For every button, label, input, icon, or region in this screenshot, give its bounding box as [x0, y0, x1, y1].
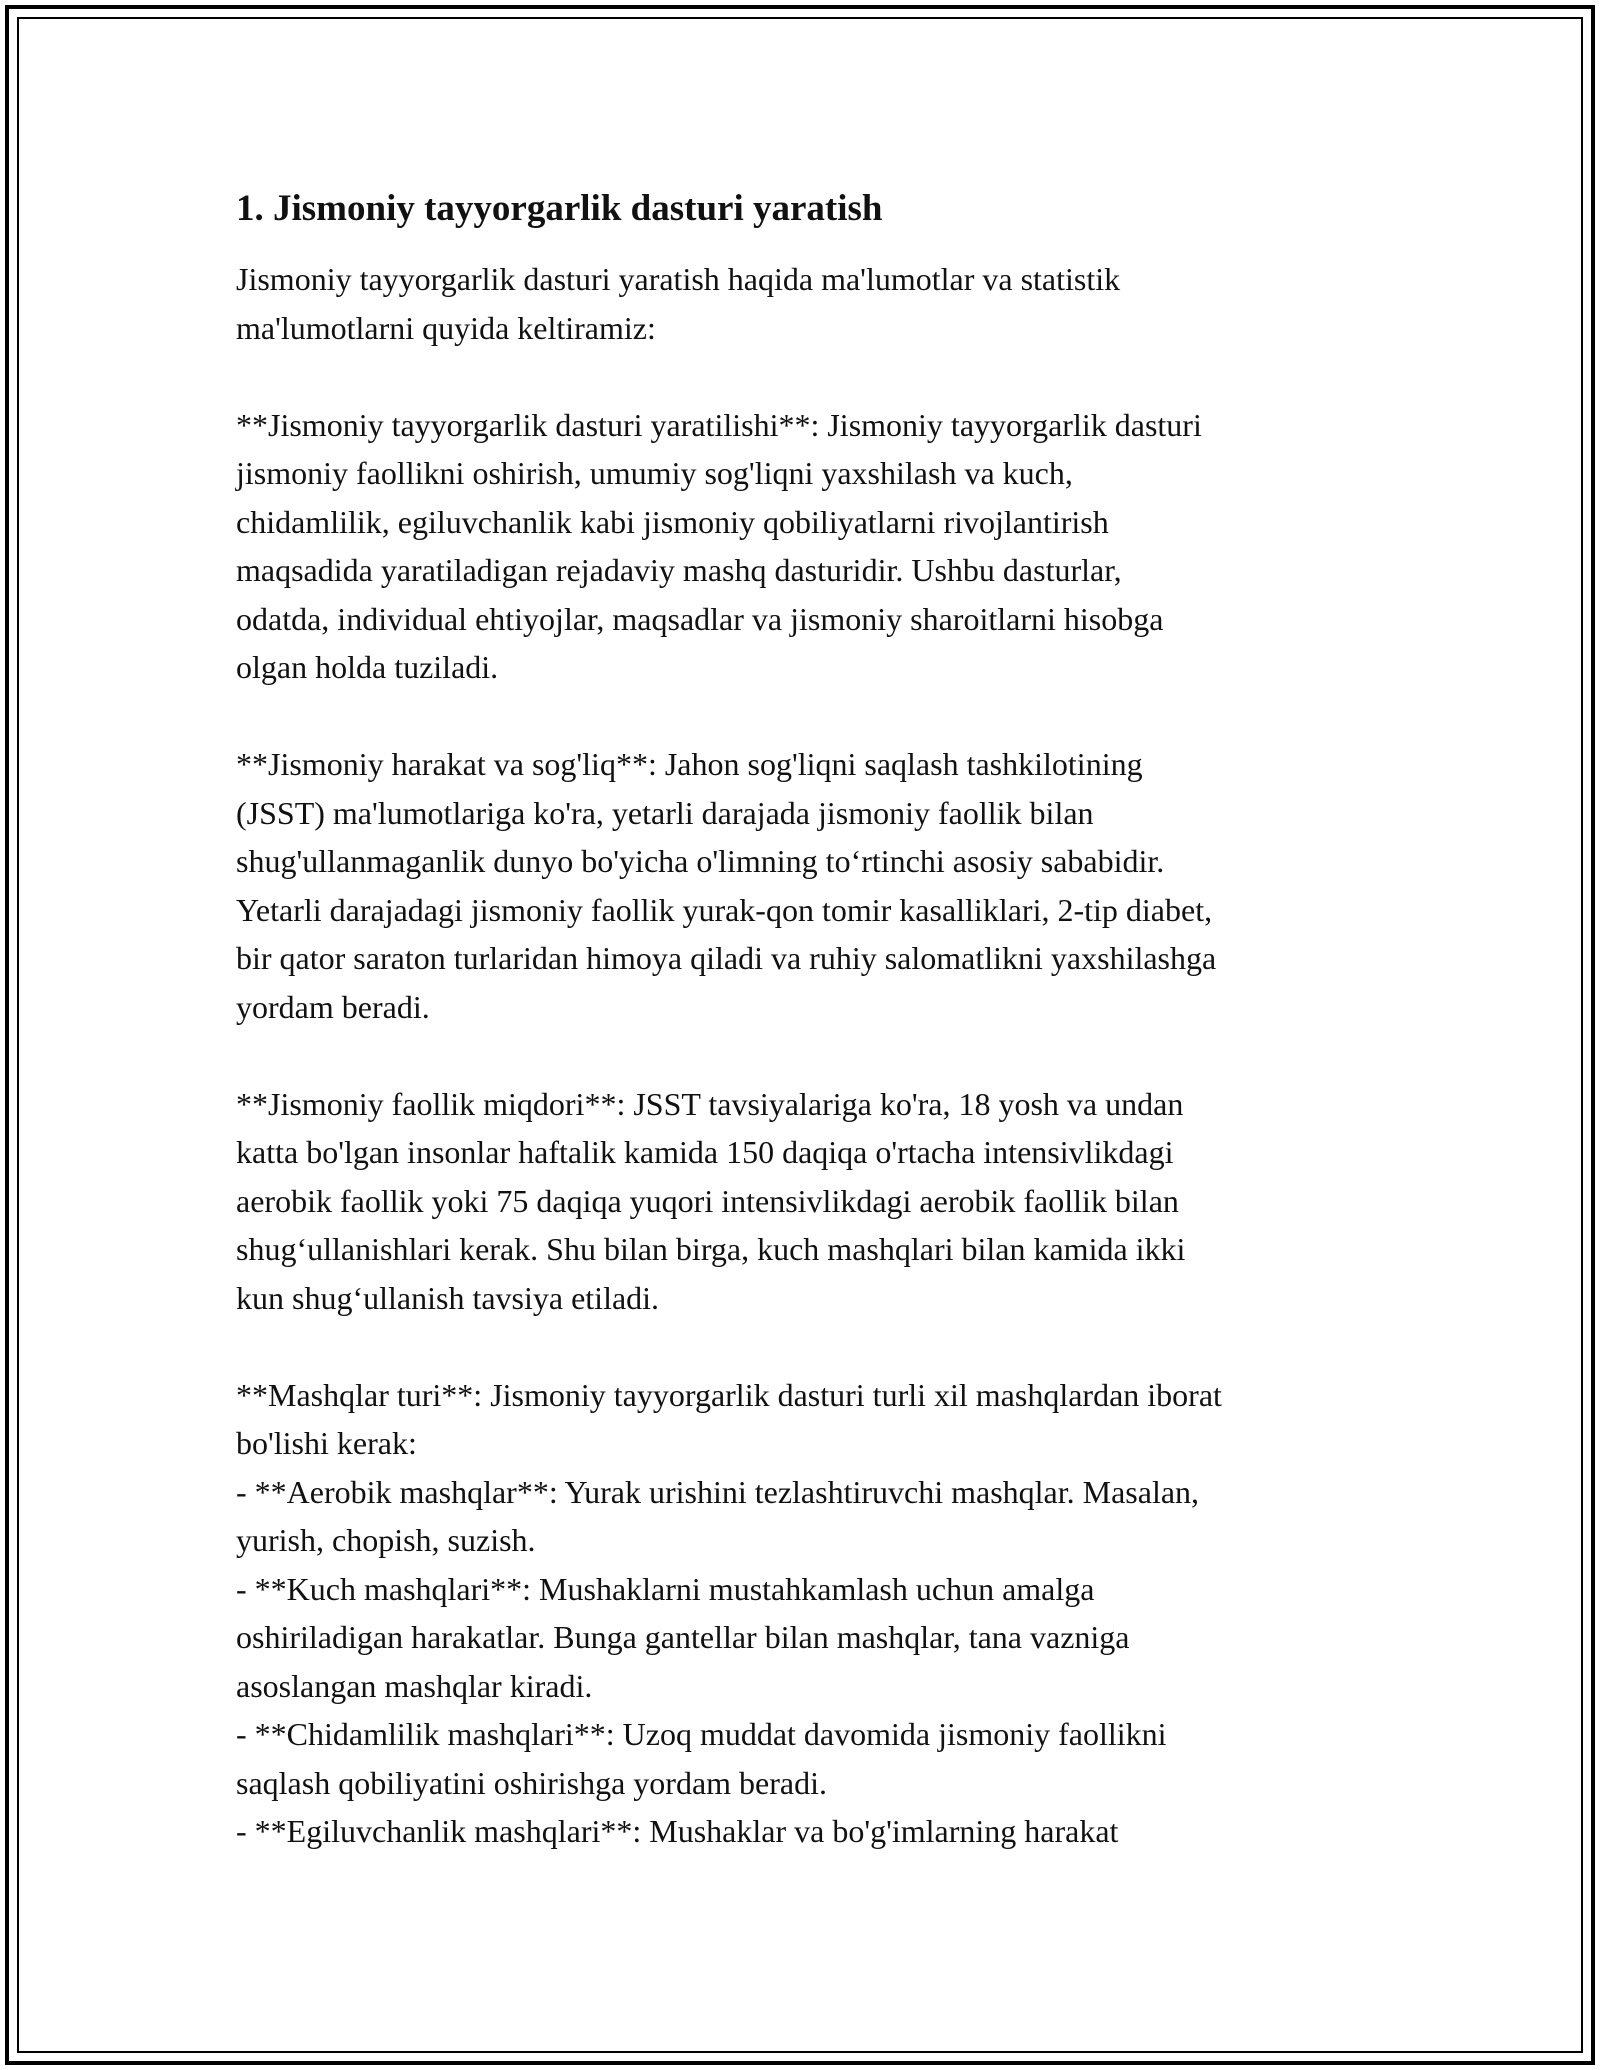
- document-body: [236, 185, 1396, 1856]
- paragraph-spacer: [236, 1322, 1396, 1371]
- section-heading: 1. Jismoniy tayyorgarlik dasturi yaratish: [236, 188, 883, 229]
- paragraph-activity-amount: **Jismoniy faollik miqdori**: JSST tavsiyalariga ko'ra, 18 yosh va undan katta bo'lgan insonlar haftalik kamida 150 daqiqa o'rtacha intensivlikdagi aerobik faollik yoki 75 daqiqa yuqori intensivlikdagi aerobik faollik bilan shug‘ullanishlari kerak. Shu bilan birga, kuch mashqlari bilan kamida ikki kun shug‘ullanish tavsiya etiladi.: [236, 1085, 1186, 1316]
- paragraph-exercise-types: **Mashqlar turi**: Jismoniy tayyorgarlik dasturi turli xil mashqlardan iborat bo'lishi kerak: - **Aerobik mashqlar**: Yurak urishini tezlashtiruvchi mashqlar. Masalan, yurish, chopish, suzish. - **Kuch mashqlari**: Mushaklarni mustahkamlash uchun amalga oshiriladigan harakatlar. Bunga gantellar bilan mashqlar, tana vazniga asoslangan mashqlar kiradi. - **Chidamlilik mashqlari**: Uzoq muddat davomida jismoniy faollikni saqlash qobiliyatini oshirishga yordam beradi. - **Egiluvchanlik mashqlari**: Mushaklar va bo'g'imlarning harakat: [236, 1376, 1222, 1849]
- paragraph-activity-health: **Jismoniy harakat va sog'liq**: Jahon sog'liqni saqlash tashkilotining (JSST) ma'lumotlariga ko'ra, yetarli darajada jismoniy faollik bilan shug'ullanmaganlik dunyo bo'yicha o'limning to‘rtinchi asosiy sababidir. Yetarli darajadagi jismoniy faollik yurak-qon tomir kasalliklari, 2-tip diabet, bir qator saraton turlaridan himoya qiladi va ruhiy salomatlikni yaxshilashga yordam beradi.: [236, 746, 1217, 1025]
- intro-paragraph: Jismoniy tayyorgarlik dasturi yaratish haqida ma'lumotlar va statistik ma'lumotlarni quyida keltiramiz:: [236, 261, 1121, 346]
- paragraph-spacer: [236, 352, 1396, 401]
- paragraph-spacer: [236, 692, 1396, 741]
- paragraph-spacer: [236, 1031, 1396, 1080]
- paragraph-program-creation: **Jismoniy tayyorgarlik dasturi yaratilishi**: Jismoniy tayyorgarlik dasturi jismoniy faollikni oshirish, umumiy sog'liqni yaxshilash va kuch, chidamlilik, egiluvchanlik kabi jismoniy qobiliyatlarni rivojlantirish maqsadida yaratiladigan rejadaviy mashq dasturidir. Ushbu dasturlar, odatda, individual ehtiyojlar, maqsadlar va jismoniy sharoitlarni hisobga olgan holda tuziladi.: [236, 406, 1202, 685]
